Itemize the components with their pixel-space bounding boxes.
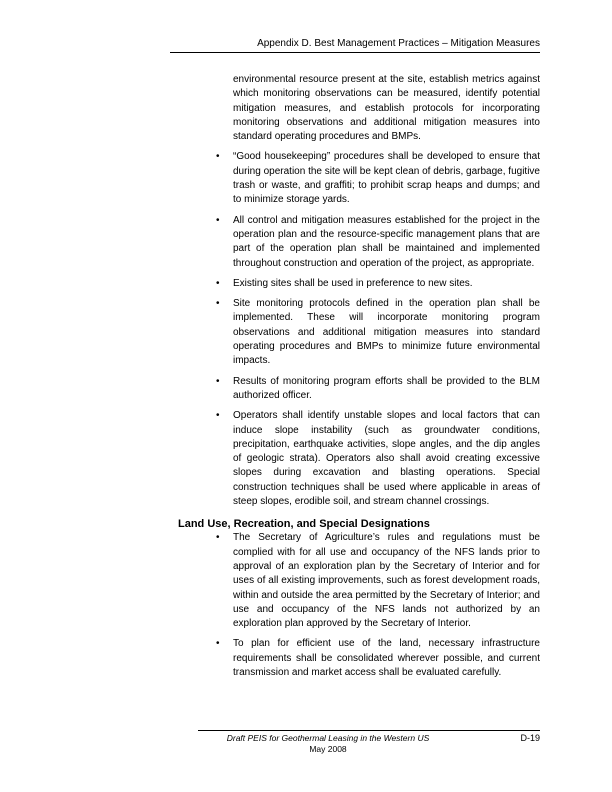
footer-title: Draft PEIS for Geothermal Leasing in the Western US [226, 733, 430, 743]
bullet-list-land-use [0, 531, 612, 680]
bullet-icon: • [216, 638, 220, 650]
bullet-icon: • [216, 151, 220, 163]
list-item [216, 150, 540, 207]
footer [198, 733, 458, 755]
footer-date: May 2008 [309, 744, 347, 754]
continuation-paragraph: environmental resource present at the site, establish metrics against which monitoring observations can be measured, identify potential mitigation measures, and establish protocols for incorporating monitoring observations and additional mitigation measures into standard operating procedures and BMPs. [233, 74, 540, 143]
list-item [216, 531, 540, 631]
bullet-icon: • [216, 298, 220, 310]
running-header: Appendix D. Best Management Practices – Mitigation Measures [257, 38, 540, 49]
bullet-icon: • [216, 214, 220, 226]
list-item [216, 214, 540, 271]
list-item-text: Site monitoring protocols defined in the operation plan shall be implemented. These will incorporate monitoring program observations and additional mitigation measures into standard operating procedures and BMPs to minimize future environmental impacts. [233, 298, 540, 367]
list-item [216, 297, 540, 368]
bullet-icon: • [216, 532, 220, 544]
section-heading-land-use: Land Use, Recreation, and Special Designations [178, 518, 430, 531]
list-item-text: Existing sites shall be used in preference to new sites. [233, 277, 473, 289]
bullet-icon: • [216, 277, 220, 289]
list-item-text: The Secretary of Agriculture’s rules and regulations must be complied with for all use and occupancy of the NFS lands prior to approval of an exploration plan by the Secretary of Interior and for uses of all existing improvements, such as forest development roads, within and outside the area permitted by the Secretary of Interior; and use and occupancy of the NFS lands not authorized by an exploration plan approved by the Secretary of Interior. [233, 532, 540, 630]
page-body [0, 73, 612, 680]
list-item [216, 375, 540, 404]
bullet-list-general [0, 150, 612, 509]
list-item-text: All control and mitigation measures established for the project in the operation plan and the resource-specific management plans that are part of the operation plan shall be maintained and implemented throughout construction and operation of the project, as appropriate. [233, 214, 540, 269]
list-item-text: Results of monitoring program efforts shall be provided to the BLM authorized officer. [233, 375, 540, 401]
list-item-text: To plan for efficient use of the land, necessary infrastructure requirements shall be consolidated wherever possible, and current transmission and market access shall be evaluated carefully. [233, 638, 540, 678]
list-item-text: Operators shall identify unstable slopes and local factors that can induce slope instability (such as groundwater conditions, precipitation, earthquake activities, slope angles, and the dip angles of geologic strata). Operators also shall avoid creating excessive slopes during excavation and blasting operations. Special construction techniques shall be used where applicable in areas of steep slopes, erodible soil, and stream channel crossings. [233, 410, 540, 508]
bullet-icon: • [216, 375, 220, 387]
list-item [216, 637, 540, 680]
list-item-text: “Good housekeeping” procedures shall be developed to ensure that during operation the site will be kept clean of debris, garbage, fugitive trash or waste, and graffiti; to prohibit scrap heaps and dumps; and to minimize storage yards. [233, 151, 540, 206]
list-item [216, 277, 540, 291]
bullet-icon: • [216, 410, 220, 422]
footer-rule [198, 730, 540, 731]
list-item [216, 409, 540, 509]
header-rule [170, 52, 540, 53]
page-number: D-19 [520, 733, 540, 743]
